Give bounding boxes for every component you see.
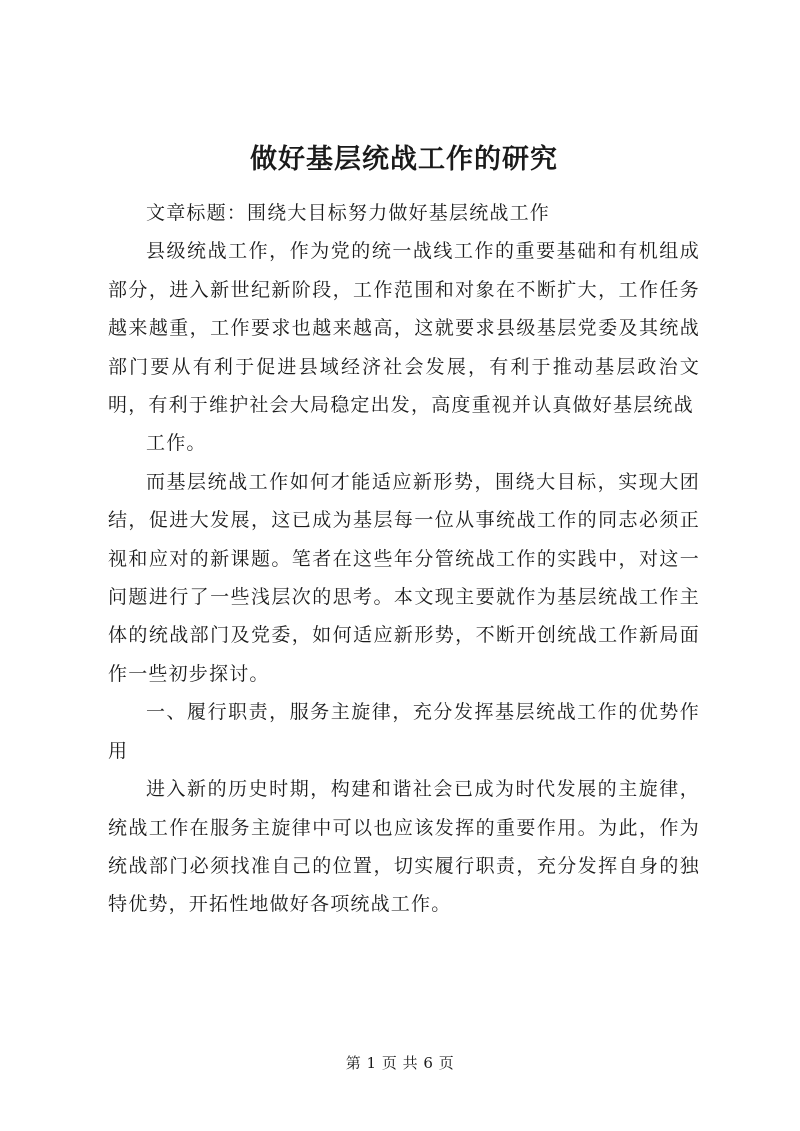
paragraph-new-situation: 而基层统战工作如何才能适应新形势，围绕大目标，实现大团结，促进大发展，这已成为基层每一位从事统战工作的同志必须正视和应对的新课题。笔者在这些年分管统战工作的实践中，对这一问题进行了一些浅层次的思考。本文现主要就作为基层统战工作主体的统战部门及党委，如何适应新形势，不断开创统战工作新局面作一些初步探讨。 <box>108 470 700 685</box>
section-heading-one: 一、履行职责，服务主旋律，充分发挥基层统战工作的优势作用 <box>108 701 700 762</box>
page-footer: 第 1 页 共 6 页 <box>345 1054 455 1072</box>
document-page <box>108 138 700 924</box>
paragraph-intro-continued: 工作。 <box>146 432 207 455</box>
paragraph-intro: 县级统战工作，作为党的统一战线工作的重要基础和有机组成部分，进入新世纪新阶段，工作范围和对象在不断扩大，工作任务越来越重，工作要求也越来越高，这就要求县级基层党委及其统战部门要从有利于促进县域经济社会发展，有利于推动基层政治文明，有利于维护社会大局稳定出发，高度重视并认真做好基层统战 <box>108 240 700 417</box>
paragraph-main-theme: 进入新的历史时期，构建和谐社会已成为时代发展的主旋律，统战工作在服务主旋律中可以也应该发挥的重要作用。为此，作为统战部门必须找准自己的位置，切实履行职责，充分发挥自身的独特优势，开拓性地做好各项统战工作。 <box>108 778 700 916</box>
document-title: 做好基层统战工作的研究 <box>250 144 558 175</box>
paragraph-article-heading: 文章标题：围绕大目标努力做好基层统战工作 <box>146 202 551 224</box>
